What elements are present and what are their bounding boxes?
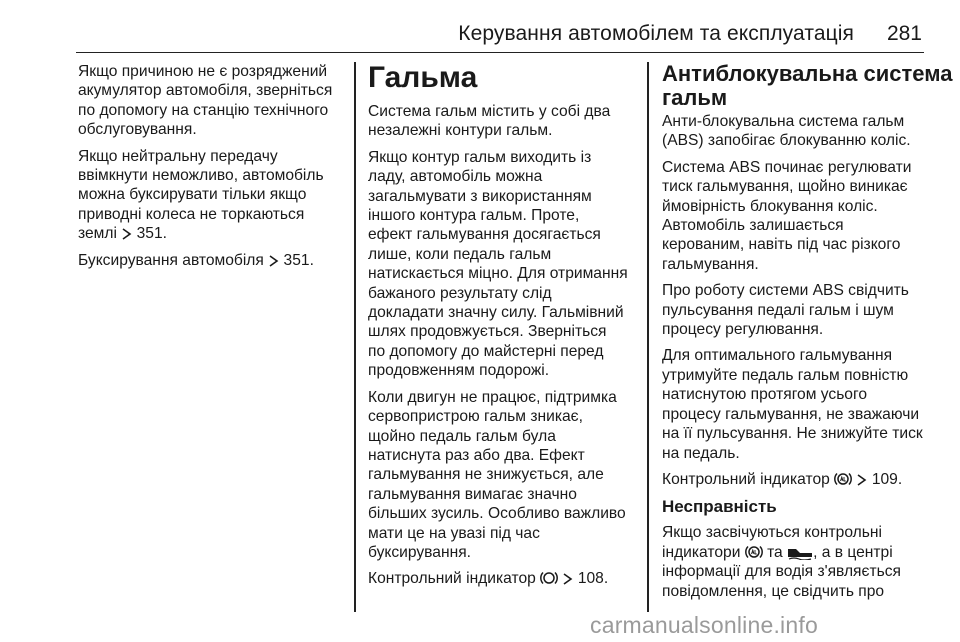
page-header [76, 18, 924, 53]
skid-car-icon [787, 546, 813, 560]
text-line: незалежні контури гальм. [368, 122, 553, 140]
paragraph-brake-system [368, 102, 638, 141]
brake-warning-icon [540, 570, 558, 586]
page-reference-icon [856, 473, 867, 487]
text-line: бажаного результату слід [368, 284, 552, 302]
section-heading-abs [662, 61, 953, 110]
text-line: акумулятор автомобіля, зверніться [78, 82, 333, 100]
text-line: щойно педаль гальм була [368, 427, 556, 445]
text-line: загальмувати з використанням [368, 187, 592, 205]
paragraph-abs-optimal [662, 346, 934, 462]
text-line: (ABS) запобігає блокуванню коліс. [662, 132, 911, 150]
section-heading-brakes: Гальма [368, 61, 478, 94]
paragraph-engine-off [368, 388, 638, 563]
page-number: 281 [886, 22, 922, 45]
text-line: пульсування педалі гальм і шум [662, 301, 894, 319]
text-fragment: індикатори [662, 543, 741, 561]
text-line: натиснутою протягом усього [662, 386, 868, 404]
abs-warning-icon [745, 544, 763, 560]
page-reference[interactable]: 108. [577, 570, 609, 588]
text-line: буксирування. [368, 543, 471, 561]
text-line: приводні колеса не торкаються [78, 205, 305, 223]
text-line: ввімкнути неможливо, автомобіль [78, 167, 324, 185]
text-line: ефект гальмування досягається [368, 226, 601, 244]
text-line: Анти-блокувальна система гальм [662, 113, 905, 130]
text-line: сервопристрою гальм зникає, [368, 408, 583, 426]
text-line: натиснута раз або два. Ефект [368, 446, 585, 464]
watermark: carmanualsonline.info [590, 612, 818, 638]
paragraph-malfunction [662, 523, 934, 601]
page-reference-icon [562, 572, 573, 586]
column-2 [368, 62, 638, 596]
heading-line: Антиблокувальна система [662, 61, 953, 86]
text-line: лише, коли педаль гальм [368, 245, 552, 263]
text-line: Система ABS починає регулювати [662, 158, 912, 176]
text-line: Автомобіль залишається [662, 217, 844, 235]
text-line [78, 224, 346, 243]
column-3 [662, 61, 953, 608]
paragraph-abs-intro [662, 112, 934, 151]
paragraph-neutral-gear [78, 147, 346, 244]
text-fragment: , а в центрі [813, 543, 893, 561]
page-reference-icon [268, 254, 279, 268]
text-line [662, 543, 934, 562]
page-reference[interactable]: 351. [283, 251, 314, 269]
page-reference[interactable]: 109. [871, 470, 903, 488]
paragraph-towing [78, 251, 346, 270]
text-line: ймовірність блокування коліс. [662, 197, 878, 215]
text-line: по допомогу до майстерні перед [368, 342, 604, 360]
text-line: Про роботу системи ABS свідчить [662, 282, 909, 300]
column-1 [78, 62, 346, 277]
text-line: інформації для водія з'являється [662, 563, 901, 581]
text-line: Система гальм містить у собі два [368, 103, 611, 120]
text-line: Якщо нейтральну передачу [78, 147, 278, 165]
page-reference[interactable]: 351. [136, 225, 167, 243]
text-line: повідомлення, це свідчить про [662, 582, 885, 600]
text-line: іншого контура гальм. Проте, [368, 207, 580, 225]
abs-warning-icon [834, 471, 852, 487]
paragraph-abs-indicator [662, 470, 934, 489]
text-line: процесу гальмування, не зважаючи [662, 405, 920, 423]
paragraph-abs-pulsing [662, 281, 934, 339]
paragraph-battery [78, 62, 346, 140]
paragraph-abs-regulation [662, 158, 934, 274]
text-line: продовженням подорожі. [368, 362, 550, 380]
text-line: Якщо контур гальм виходить із [368, 148, 592, 166]
text-line: керованим, навіть під час різкого [662, 236, 901, 254]
subheading-malfunction: Несправність [662, 497, 777, 517]
text-line: гальмування. [662, 255, 759, 273]
text-line: на її пульсування. Не знижуйте тиск [662, 425, 923, 443]
text-line: можна буксирувати тільки якщо [78, 186, 307, 204]
paragraph-brake-circuit [368, 148, 638, 381]
text-line: гальмування вимагає значно [368, 485, 577, 503]
text-line: обслуговування. [78, 121, 197, 139]
page-reference-icon [121, 227, 132, 241]
text-fragment: Контрольний індикатор [368, 570, 536, 588]
column-divider-2 [647, 62, 649, 612]
text-line: Якщо засвічуються контрольні [662, 524, 882, 542]
text-line: натискається міцно. Для отримання [368, 265, 628, 283]
text-line: більших зусиль. Особливо важливо [368, 505, 626, 523]
text-fragment: землі [78, 225, 117, 243]
text-line: мати це на увазі під час [368, 524, 540, 542]
header-title: Керування автомобілем та експлуатація [458, 22, 854, 45]
text-line: шлях продовжується. Зверніться [368, 323, 607, 341]
text-fragment: Буксирування автомобіля [78, 251, 264, 269]
text-line: по допомогу на станцію технічного [78, 101, 329, 119]
paragraph-brake-indicator [368, 569, 638, 588]
text-line: на педаль. [662, 444, 740, 462]
text-line [78, 251, 346, 270]
text-line [662, 470, 934, 489]
text-line [368, 569, 638, 588]
column-divider-1 [354, 62, 356, 612]
text-line: докладати значну силу. Гальмівний [368, 304, 624, 322]
heading-line: гальм [662, 85, 728, 110]
text-fragment: Контрольний індикатор [662, 470, 830, 488]
text-line: Для оптимального гальмування [662, 347, 893, 365]
text-line: гальмування не знижується, але [368, 466, 604, 484]
text-line: процесу регулювання. [662, 321, 824, 339]
text-line: ладу, автомобіль можна [368, 168, 543, 186]
text-line: утримуйте педаль гальм повністю [662, 366, 909, 384]
text-line: тиск гальмування, щойно виникає [662, 178, 908, 196]
text-line: Якщо причиною не є розряджений [78, 63, 328, 80]
text-line: Коли двигун не працює, підтримка [368, 388, 617, 406]
text-fragment: та [767, 543, 783, 561]
